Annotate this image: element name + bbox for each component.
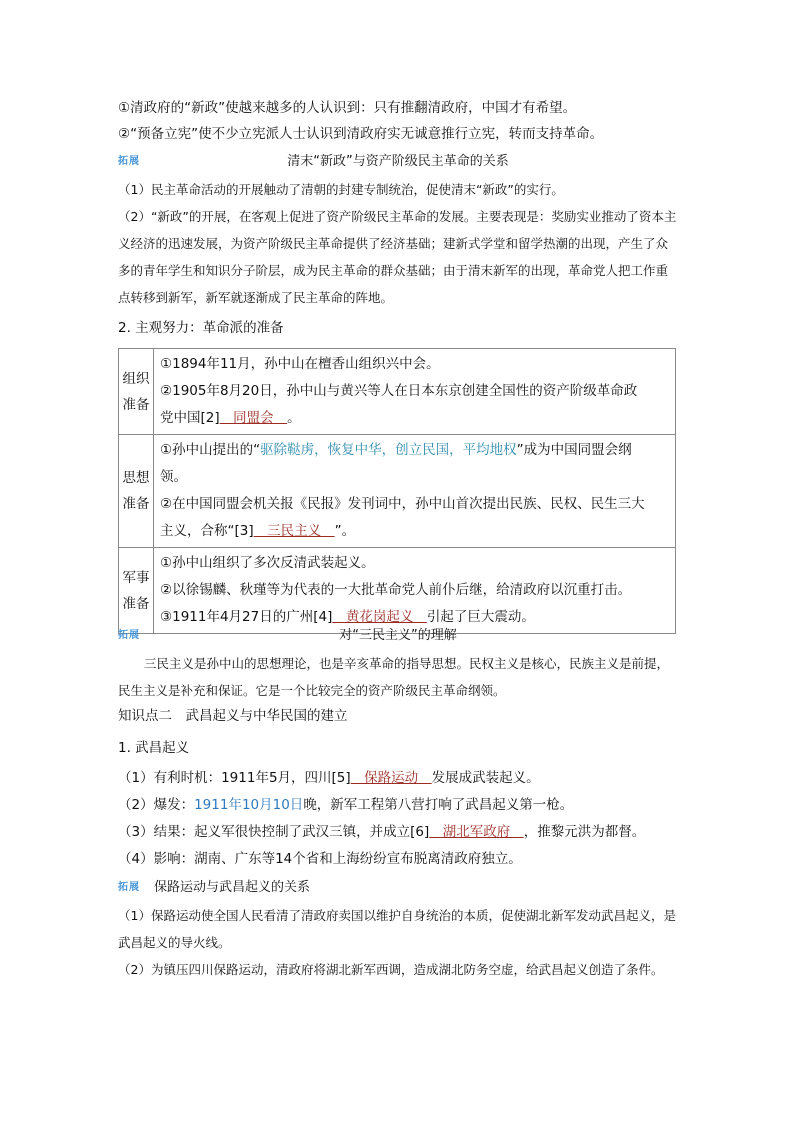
knowledge-point-2-title: 知识点二 武昌起义与中华民国的建立 bbox=[118, 708, 348, 724]
extension-title: 清末“新政”与资产阶级民主革命的关系 bbox=[287, 154, 509, 169]
wuchang-item-2 bbox=[118, 795, 573, 815]
answer-blank-6: 湖北军政府 bbox=[429, 824, 524, 840]
date-highlight: 1911年10月10日 bbox=[194, 797, 304, 813]
table-text: ②1905年8月20日，孙中山与黄兴等人在日本东京创建全国性的资产阶级革命政 bbox=[160, 383, 638, 399]
table-row bbox=[119, 435, 676, 548]
wuchang-item-4: （4）影响：湖南、广东等14个省和上海纷纷宣布脱离清政府独立。 bbox=[118, 851, 522, 867]
extension-badge: 拓展 bbox=[118, 630, 140, 641]
wuchang-uprising-title: 1. 武昌起义 bbox=[118, 740, 190, 756]
table-text: 引起了巨大震动。 bbox=[426, 609, 535, 625]
extension-header-2 bbox=[118, 624, 678, 644]
item-text: （1）有利时机：1911年5月，四川[5] bbox=[118, 770, 351, 786]
program-highlight: 驱除鞑虏，恢复中华，创立民国，平均地权 bbox=[260, 442, 517, 458]
table-text: ②在中国同盟会机关报《民报》发刊词中，孙中山首次提出民族、民权、民生三大 bbox=[160, 496, 645, 512]
table-text: 领。 bbox=[160, 469, 187, 485]
table-text bbox=[160, 405, 669, 432]
table-text: ②以徐锡麟、秋瑾等为代表的一大批革命党人前仆后继，给清政府以沉重打击。 bbox=[160, 582, 632, 598]
wuchang-item-1 bbox=[118, 768, 540, 788]
row-head-military: 军事准备 bbox=[119, 548, 154, 634]
extension-1-paragraph-1: （1）民主革命活动的开展触动了清朝的封建专制统治，促使清末“新政”的实行。 bbox=[118, 182, 564, 197]
table-text bbox=[160, 437, 669, 464]
table-text: 主义，合称“[3] bbox=[160, 523, 254, 539]
row-head-thought: 思想准备 bbox=[119, 435, 154, 548]
table-text: ”。 bbox=[334, 523, 356, 539]
table-row bbox=[119, 548, 676, 634]
extension-badge: 拓展 bbox=[118, 882, 140, 893]
extension-1-paragraph-2: （2）“新政”的开展，在客观上促进了资产阶级民主革命的发展。主要表现是：奖励实业推动了资本主义经济的迅速发展，为资产阶级民主革命提供了经济基础；建新式学堂和留学热潮的出现，产生了众多的青年学生和知识分子阶层，成为民主革命的群众基础；由于清末新军的出现，革命党人把工作重点转移到新军，新军就逐渐成了民主革命的阵地。 bbox=[118, 209, 677, 305]
extension-title: 保路运动与武昌起义的关系 bbox=[154, 880, 311, 895]
extension-header-1 bbox=[118, 150, 678, 170]
row-body-military bbox=[154, 548, 676, 634]
item-text: 晚，新军工程第八营打响了武昌起义第一枪。 bbox=[303, 797, 574, 813]
table-row bbox=[119, 349, 676, 435]
table-text: 党中国[2] bbox=[160, 410, 220, 426]
intro-line-1: ①清政府的“新政”使越来越多的人认识到：只有推翻清政府，中国才有希望。 bbox=[118, 100, 577, 116]
table-text: ①孙中山提出的“ bbox=[160, 442, 261, 458]
row-body-organization bbox=[154, 349, 676, 435]
table-text: 。 bbox=[287, 410, 301, 426]
table-text: ③1911年4月27日的广州[4] bbox=[160, 609, 333, 625]
extension-2-paragraph: 三民主义是孙中山的思想理论，也是辛亥革命的指导思想。民权主义是核心，民族主义是前提，民生主义是补充和保证。它是一个比较完全的资产阶级民主革命纲领。 bbox=[118, 656, 670, 698]
intro-line-2: ②“预备立宪”使不少立宪派人士认识到清政府实无诚意推行立宪，转而支持革命。 bbox=[118, 126, 604, 142]
item-text: （2）爆发： bbox=[118, 797, 195, 813]
table-text: ①孙中山组织了多次反清武装起义。 bbox=[160, 555, 375, 571]
answer-blank-5: 保路运动 bbox=[350, 770, 432, 786]
section-title-subjective-efforts: 2. 主观努力：革命派的准备 bbox=[118, 320, 284, 336]
wuchang-item-3 bbox=[118, 822, 645, 842]
extension-3-paragraph-1: （1）保路运动使全国人民看清了清政府卖国以维护自身统治的本质，促使湖北新军发动武昌起义，是武昌起义的导火线。 bbox=[118, 908, 676, 950]
table-text: ①1894年11月，孙中山在檀香山组织兴中会。 bbox=[160, 356, 440, 372]
answer-blank-3: 三民主义 bbox=[253, 523, 335, 539]
extension-header-3 bbox=[118, 876, 678, 896]
answer-blank-4: 黄花岗起义 bbox=[332, 609, 427, 625]
item-text: （3）结果：起义军很快控制了武汉三镇，并成立[6] bbox=[118, 824, 430, 840]
extension-badge: 拓展 bbox=[118, 156, 140, 167]
answer-blank-2: 同盟会 bbox=[219, 410, 288, 426]
item-text: 发展成武装起义。 bbox=[431, 770, 540, 786]
table-text bbox=[160, 518, 669, 545]
row-body-thought bbox=[154, 435, 676, 548]
row-head-organization: 组织准备 bbox=[119, 349, 154, 435]
item-text: ，推黎元洪为都督。 bbox=[523, 824, 646, 840]
preparation-table bbox=[118, 348, 676, 634]
extension-title: 对“三民主义”的理解 bbox=[339, 628, 457, 643]
extension-3-paragraph-2: （2）为镇压四川保路运动，清政府将湖北新军西调，造成湖北防务空虚，给武昌起义创造了条件。 bbox=[118, 962, 664, 977]
table-text: ”成为中国同盟会纲 bbox=[516, 442, 632, 458]
